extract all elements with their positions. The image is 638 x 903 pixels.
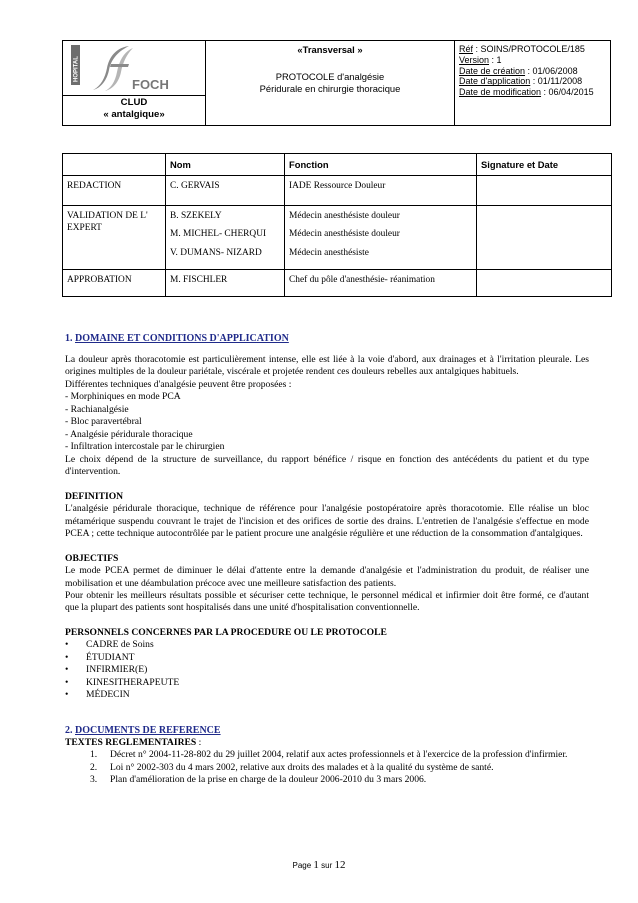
references-list bbox=[65, 749, 589, 786]
table-row bbox=[63, 270, 612, 297]
list-item: • KINESITHERAPEUTE bbox=[65, 677, 589, 689]
techniques-list bbox=[65, 391, 589, 453]
section-heading: 1. DOMAINE ET CONDITIONS D'APPLICATION bbox=[65, 333, 289, 344]
list-item: - Bloc paravertébral bbox=[65, 416, 142, 428]
header-divider bbox=[454, 41, 455, 125]
list-item: 1. Décret n° 2004-11-28-802 du 29 juillet 2004, relatif aux actes professionnels et à l'exercice de la profession d'infirmier. bbox=[90, 749, 568, 761]
subheading: PERSONNELS CONCERNES PAR LA PROCEDURE OU LE PROTOCOLE bbox=[65, 626, 387, 638]
document-header bbox=[62, 40, 611, 126]
personnel-list bbox=[65, 639, 589, 701]
list-item: • INFIRMIER(E) bbox=[65, 664, 589, 676]
signatures-table bbox=[62, 153, 612, 297]
page-footer: Page 1 sur 12 bbox=[292, 859, 346, 871]
transversal-label: «Transversal » bbox=[297, 44, 363, 55]
row-functions: Médecin anesthésiste douleur Médecin anesthésiste douleur Médecin anesthésiste bbox=[285, 206, 477, 270]
modification-date-line: Date de modification : 06/04/2015 bbox=[459, 87, 594, 98]
version-line: Version : 1 bbox=[459, 54, 502, 65]
table-row bbox=[63, 176, 612, 206]
list-item: • ÉTUDIANT bbox=[65, 652, 589, 664]
paragraph: Pour obtenir les meilleurs résultats possible et sécuriser cette technique, le personnel médical et infirmier doit être formé, ce d'autant que la plupart des patients sont hospitalisés dans une unité d'hospitalisation conventionnelle. bbox=[65, 589, 589, 614]
header-divider bbox=[63, 95, 205, 96]
row-function: Chef du pôle d'anesthésie- réanimation bbox=[285, 270, 477, 297]
col-header-name: Nom bbox=[166, 154, 285, 176]
row-name: C. GERVAIS bbox=[166, 176, 285, 206]
creation-date-line: Date de création : 01/06/2008 bbox=[459, 65, 578, 76]
protocol-subtitle: Péridurale en chirurgie thoracique bbox=[259, 82, 401, 94]
hospital-logo bbox=[63, 41, 205, 95]
table-row bbox=[63, 206, 612, 270]
row-names: B. SZEKELY M. MICHEL- CHERQUI V. DUMANS- NIZARD bbox=[166, 206, 285, 270]
list-item: - Morphiniques en mode PCA bbox=[65, 391, 181, 403]
protocol-title-block bbox=[206, 44, 454, 94]
page-total: 12 bbox=[334, 859, 346, 871]
subheading: OBJECTIFS bbox=[65, 552, 119, 564]
protocol-title: PROTOCOLE d'analgésie bbox=[275, 71, 385, 83]
row-name: M. FISCHLER bbox=[166, 270, 285, 297]
list-item: 3. Plan d'amélioration de la prise en charge de la douleur 2006-2010 du 3 mars 2006. bbox=[90, 774, 427, 786]
list-item: - Infiltration intercostale par le chirurgien bbox=[65, 441, 225, 453]
row-signature bbox=[477, 270, 612, 297]
row-role: APPROBATION bbox=[63, 270, 166, 297]
section-heading: 2. DOCUMENTS DE REFERENCE bbox=[65, 724, 221, 736]
techniques-intro: Différentes techniques d'analgésie peuvent être proposées : bbox=[65, 378, 292, 390]
foch-logo-icon bbox=[71, 44, 189, 92]
row-signature bbox=[477, 176, 612, 206]
application-date-line: Date d'application : 01/11/2008 bbox=[459, 76, 583, 87]
table-header-row bbox=[63, 154, 612, 176]
clud-label: CLUD « antalgique» bbox=[103, 97, 165, 120]
col-header-signature: Signature et Date bbox=[477, 154, 612, 176]
subheading: DEFINITION bbox=[65, 490, 124, 502]
list-item: • MÉDECIN bbox=[65, 689, 589, 701]
list-item: - Analgésie péridurale thoracique bbox=[65, 428, 193, 440]
page-number: 1 bbox=[313, 859, 319, 871]
paragraph: Le choix dépend de la structure de surveillance, du rapport bénéfice / risque en fonction des antécédents du patient et du type d'intervention. bbox=[65, 453, 589, 478]
list-item: • CADRE de Soins bbox=[65, 639, 589, 651]
logo-text: FOCH bbox=[132, 77, 169, 92]
ref-line: Réf : SOINS/PROTOCOLE/185 bbox=[459, 44, 585, 54]
paragraph: Le mode PCEA permet de diminuer le délai d'attente entre la demande d'analgésie et l'administration du produit, de réaliser une mobilisation et une déambulation précoce avec une meilleure satisfaction des patients. bbox=[65, 565, 589, 589]
row-role: REDACTION bbox=[63, 176, 166, 206]
subheading: TEXTES REGLEMENTAIRES : bbox=[65, 736, 202, 748]
row-function: IADE Ressource Douleur bbox=[285, 176, 477, 206]
col-header-function: Fonction bbox=[285, 154, 477, 176]
list-item: - Rachianalgésie bbox=[65, 403, 129, 415]
list-item: 2. Loi n° 2002-303 du 4 mars 2002, relative aux droits des malades et à la qualité du système de santé. bbox=[90, 761, 494, 773]
reference-block bbox=[459, 44, 609, 98]
row-signature bbox=[477, 206, 612, 270]
paragraph: L'analgésie péridurale thoracique, technique de référence pour l'analgésie postopératoire après thoracotomie. Elle réalise un bloc métamérique suspendu couvrant le trajet de l'incision et des orifices de sortie des drains. L'entretien de l'analgésie s'effectue en mode PCEA ; cette technique autocontrôlée par le patient procure une analgésie régulière et une réduction de la consommation d'antalgiques. bbox=[65, 503, 589, 540]
paragraph: La douleur après thoracotomie est particulièrement intense, elle est liée à la voie d'abord, aux drainages et à l'irritation pleurale. Les origines multiples de la douleur pariétale, viscérale et projetée rendent ces douleurs rebelles aux antalgiques habituels. bbox=[65, 354, 589, 378]
logo-vertical-text: HOPITAL bbox=[73, 56, 80, 82]
document-body bbox=[65, 332, 589, 787]
row-role: VALIDATION DE L' EXPERT bbox=[63, 206, 166, 270]
